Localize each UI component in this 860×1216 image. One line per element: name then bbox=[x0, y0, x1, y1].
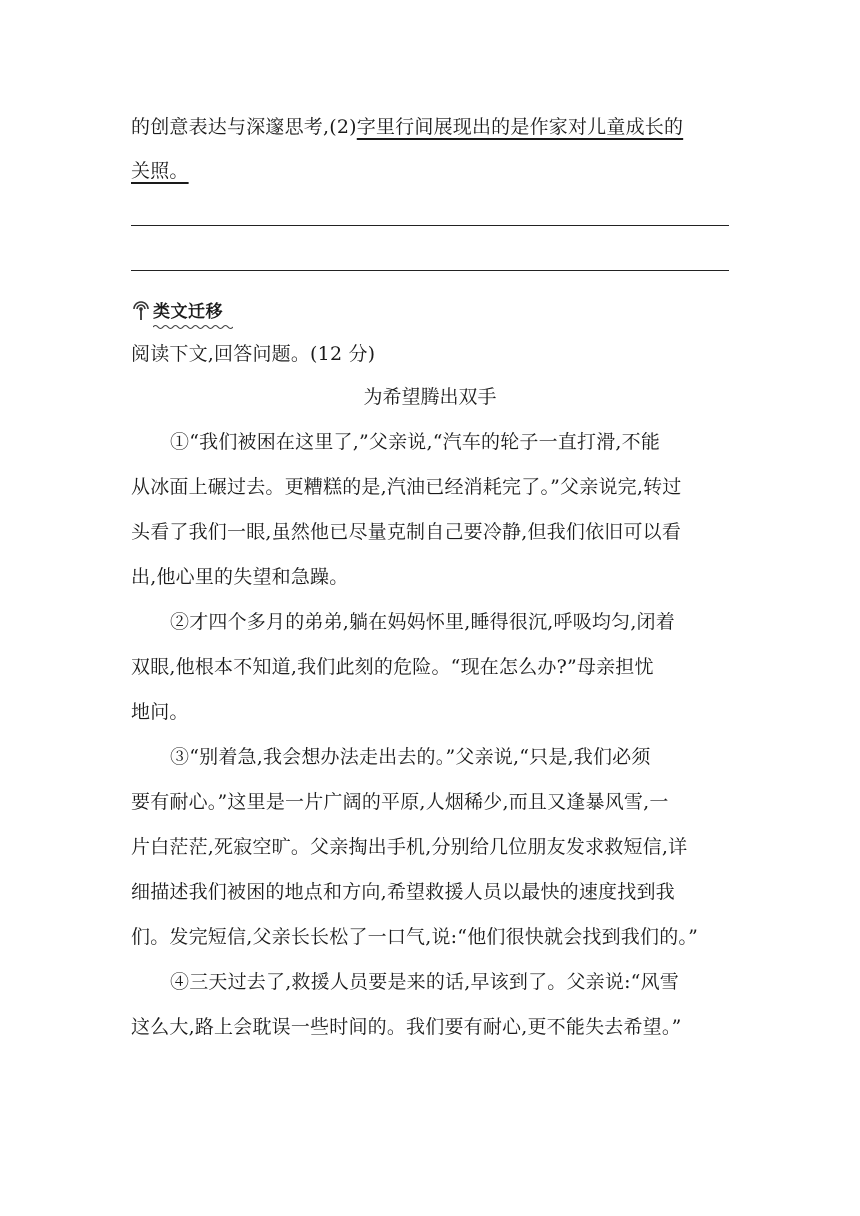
paragraph-line: 出,他心里的失望和急躁。 bbox=[131, 566, 349, 588]
paragraph-line: 这么大,路上会耽误一些时间的。我们要有耐心,更不能失去希望。” bbox=[131, 1016, 682, 1038]
paragraph-line: 从冰面上碾过去。更糟糕的是,汽油已经消耗完了。”父亲说完,转过 bbox=[131, 476, 682, 498]
paragraph-line: ②才四个多月的弟弟,躺在妈妈怀里,睡得很沉,呼吸均匀,闭着 bbox=[170, 611, 675, 633]
signal-icon bbox=[131, 297, 151, 321]
answer-text-line-1 bbox=[131, 114, 683, 140]
paragraph-line: 要有耐心。”这里是一片广阔的平原,人烟稀少,而且又逢暴风雪,一 bbox=[131, 791, 669, 813]
paragraph-line: 地问。 bbox=[131, 701, 189, 723]
paragraph-line: ③“别着急,我会想办法走出去的。”父亲说,“只是,我们必须 bbox=[170, 746, 651, 768]
section-label: 类文迁移 bbox=[153, 297, 223, 322]
reading-instruction: 阅读下文,回答问题。(12 分) bbox=[131, 343, 376, 365]
answer-text-prefix: 的创意表达与深邃思考,(2) bbox=[131, 116, 357, 138]
answer-blank-line bbox=[131, 225, 729, 226]
paragraph-line: ①“我们被困在这里了,”父亲说,“汽车的轮子一直打滑,不能 bbox=[170, 431, 661, 453]
paragraph-line: 头看了我们一眼,虽然他已尽量克制自己要冷静,但我们依旧可以看 bbox=[131, 521, 682, 543]
paragraph-line: 双眼,他根本不知道,我们此刻的危险。“现在怎么办?”母亲担忧 bbox=[131, 656, 654, 678]
paragraph-line: ④三天过去了,救援人员要是来的话,早该到了。父亲说:“风雪 bbox=[170, 971, 679, 993]
paragraph-line: 片白茫茫,死寂空旷。父亲掏出手机,分别给几位朋友发求救短信,详 bbox=[131, 836, 688, 858]
underlined-answer-text-end: 关照。 bbox=[131, 160, 189, 182]
article-title: 为希望腾出双手 bbox=[363, 386, 497, 408]
answer-blank-line bbox=[131, 270, 729, 271]
section-header bbox=[131, 295, 223, 323]
wavy-underline bbox=[153, 324, 233, 330]
paragraph-line: 细描述我们被困的地点和方向,希望救援人员以最快的速度找到我 bbox=[131, 881, 675, 903]
paragraph-line: 们。发完短信,父亲长长松了一口气,说:“他们很快就会找到我们的。” bbox=[131, 926, 699, 948]
answer-text-line-2 bbox=[131, 158, 189, 184]
underlined-answer-text: 字里行间展现出的是作家对儿童成长的 bbox=[356, 116, 684, 138]
